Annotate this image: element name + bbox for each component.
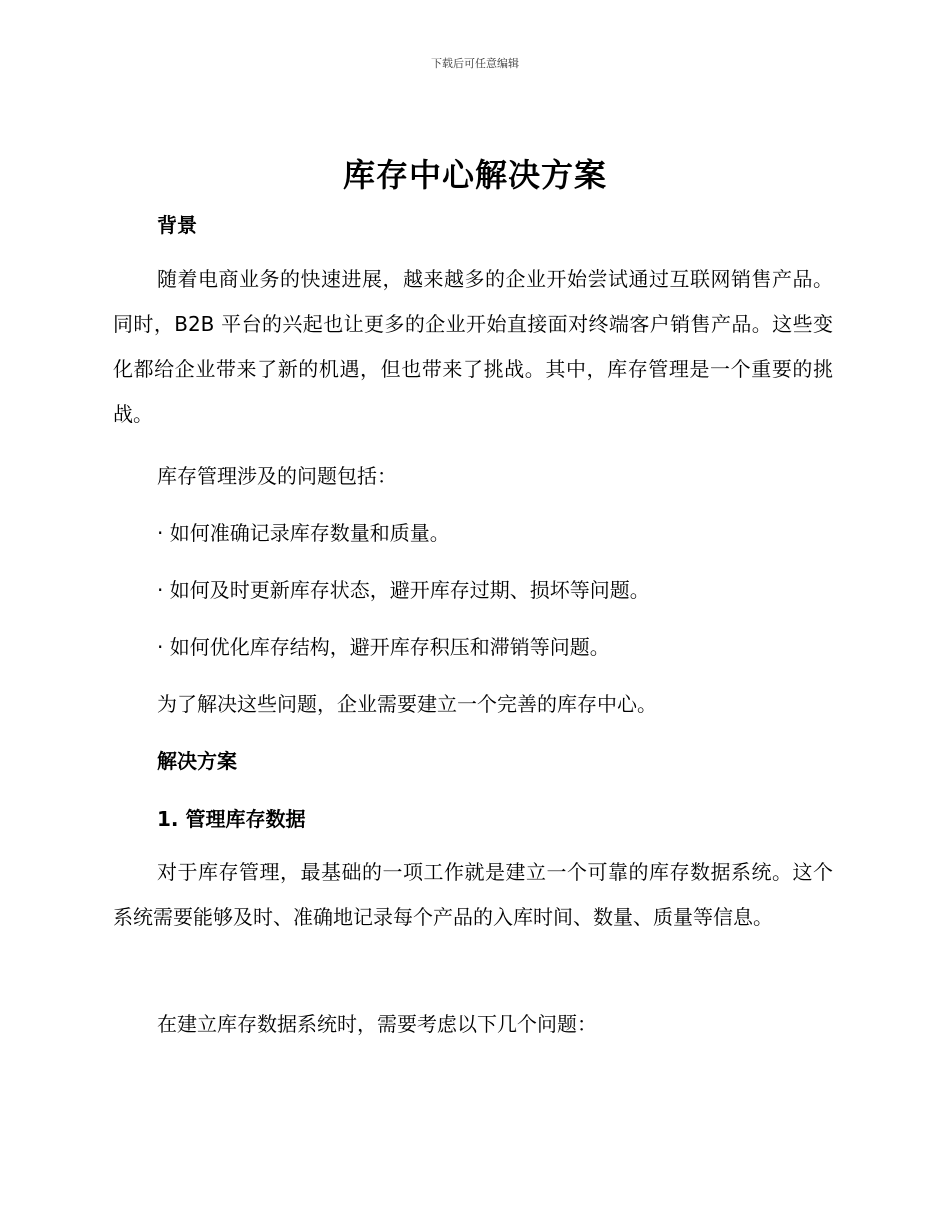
issues-intro: 库存管理涉及的问题包括： (157, 464, 397, 488)
background-paragraph: 随着电商业务的快速进展，越来越多的企业开始尝试通过互联网销售产品。同时，B2B 平台的兴起也让更多的企业开始直接面对终端客户销售产品。这些变化都给企业带来了新的机遇，但也带来了挑战。其中，库存管理是一个重要的挑战。 (113, 267, 833, 426)
solution-heading: 解决方案 (157, 749, 237, 773)
sub-heading-inventory-data: 1. 管理库存数据 (157, 807, 306, 831)
inventory-data-intro: 在建立库存数据系统时，需要考虑以下几个问题： (157, 1012, 597, 1036)
header-note: 下载后可任意编辑 (431, 57, 519, 70)
issue-item-2: · 如何及时更新库存状态，避开库存过期、损坏等问题。 (157, 578, 650, 602)
inventory-data-paragraph: 对于库存管理，最基础的一项工作就是建立一个可靠的库存数据系统。这个系统需要能够及时、准确地记录每个产品的入库时间、数量、质量等信息。 (113, 860, 833, 929)
conclusion-paragraph: 为了解决这些问题，企业需要建立一个完善的库存中心。 (157, 692, 657, 716)
issue-item-1: · 如何准确记录库存数量和质量。 (157, 521, 450, 545)
issue-item-3: · 如何优化库存结构，避开库存积压和滞销等问题。 (157, 635, 610, 659)
document-title: 库存中心解决方案 (342, 156, 607, 194)
background-heading: 背景 (157, 213, 197, 237)
